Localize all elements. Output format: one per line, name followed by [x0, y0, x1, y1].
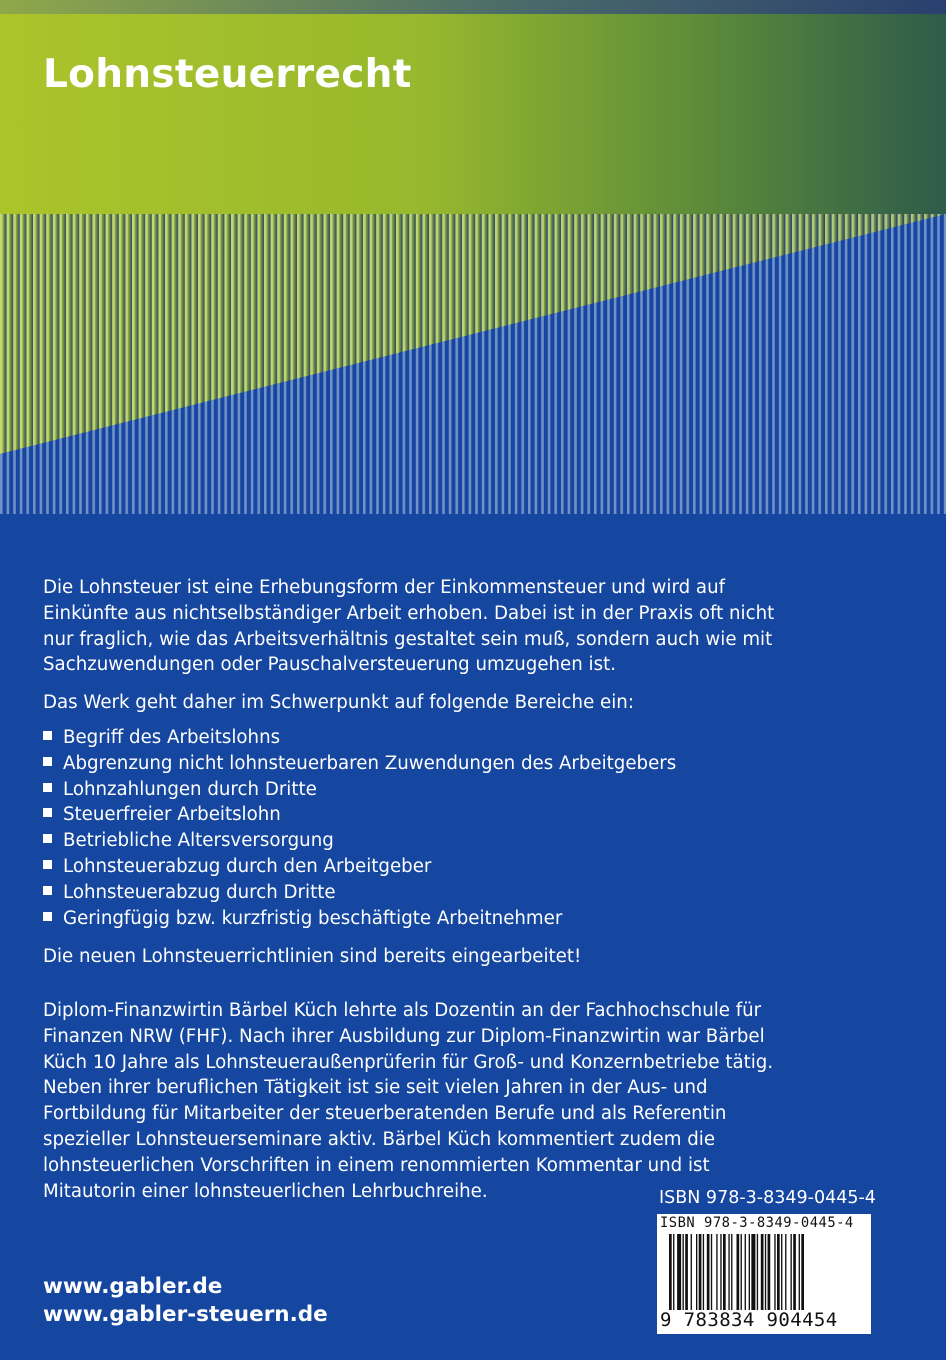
barcode-bar: [677, 1234, 681, 1310]
list-item: Lohnsteuerabzug durch Dritte: [43, 880, 803, 906]
barcode-bar: [723, 1234, 726, 1310]
barcode-bar: [768, 1234, 771, 1310]
barcode-bar: [785, 1234, 786, 1310]
website-link-gabler[interactable]: www.gabler.de: [43, 1274, 223, 1299]
barcode-digits: 9 783834 904454: [660, 1309, 838, 1331]
barcode-bar: [777, 1234, 780, 1310]
closing-note: Die neuen Lohnsteuerrichtlinien sind bereits eingearbeitet!: [43, 946, 582, 967]
intro-paragraph: Die Lohnsteuer ist eine Erhebungsform der Einkommensteuer und wird auf Einkünfte aus nichtselbständiger Arbeit erhoben. Dabei ist in der Praxis oft nicht nur fraglich, wie das Arbeitsverhältnis gestaltet sein muß, sondern auch wie mit Sachzuwendungen oder Pauschalversteuerung umzugehen ist.: [43, 577, 775, 676]
barcode-bar: [703, 1234, 704, 1310]
barcode-bar: [696, 1234, 697, 1310]
top-band: [0, 0, 946, 14]
barcode-bar: [728, 1234, 729, 1310]
topics-list: [43, 725, 803, 931]
book-title: Lohnsteuerrecht: [43, 52, 412, 97]
barcode-bar: [801, 1234, 804, 1310]
barcode-bar: [781, 1234, 782, 1310]
barcode-bar: [765, 1234, 766, 1310]
topics-lead: Das Werk geht daher im Schwerpunkt auf folgende Bereiche ein:: [43, 692, 634, 713]
list-item: Geringfügig bzw. kurzfristig beschäftigte Arbeitnehmer: [43, 906, 803, 932]
barcode-bar: [711, 1234, 712, 1310]
list-item: Steuerfreier Arbeitslohn: [43, 802, 803, 828]
list-item: Betriebliche Altersversorgung: [43, 828, 803, 854]
barcode-bar: [683, 1234, 684, 1310]
barcode-bar: [749, 1234, 750, 1310]
list-item: Abgrenzung nicht lohnsteuerbaren Zuwendungen des Arbeitgebers: [43, 751, 803, 777]
barcode-bars: [669, 1234, 859, 1310]
isbn-barcode: [657, 1214, 871, 1334]
barcode-bar: [699, 1234, 702, 1310]
barcode-bar: [737, 1234, 740, 1310]
barcode-isbn-text: ISBN 978-3-8349-0445-4: [660, 1215, 854, 1231]
author-bio: Diplom-Finanzwirtin Bärbel Küch lehrte als Dozentin an der Fachhochschule für Finanzen NRW (FHF). Nach ihrer Ausbildung zur Diplom-Finanzwirtin war Bärbel Küch 10 Jahre als Lohnsteueraußenprüferin für Groß- und Konzernbetriebe tätig. Neben ihrer beruflichen Tätigkeit ist sie seit vielen Jahren in der Aus- und Fortbildung für Mitarbeiter der steuerberatenden Berufe und als Referentin spezieller Lohnsteuerseminare aktiv. Bärbel Küch kommentiert zudem die lohnsteuerlichen Vorschriften in einem renommierten Kommentar und ist Mitautorin einer lohnsteuerlichen Lehrbuchreihe.: [43, 1000, 774, 1202]
barcode-bar: [685, 1234, 688, 1310]
list-item: Begriff des Arbeitslohns: [43, 725, 803, 751]
barcode-bar: [673, 1234, 674, 1310]
website-link-gabler-steuern[interactable]: www.gabler-steuern.de: [43, 1302, 328, 1327]
barcode-bar: [731, 1234, 732, 1310]
barcode-bar: [741, 1234, 742, 1310]
list-item: Lohnsteuerabzug durch den Arbeitgeber: [43, 854, 803, 880]
isbn-label: ISBN 978-3-8349-0445-4: [659, 1188, 876, 1208]
barcode-bar: [757, 1234, 758, 1310]
barcode-bar: [799, 1234, 800, 1310]
barcode-bar: [669, 1234, 672, 1310]
barcode-bar: [774, 1234, 775, 1310]
barcode-bar: [751, 1234, 755, 1310]
barcode-bar: [761, 1234, 764, 1310]
list-item: Lohnzahlungen durch Dritte: [43, 777, 803, 803]
barcode-bar: [707, 1234, 710, 1310]
barcode-bar: [745, 1234, 746, 1310]
barcode-bar: [716, 1234, 717, 1310]
website-links: [43, 1273, 328, 1329]
barcode-bar: [793, 1234, 796, 1310]
barcode-bar: [720, 1234, 721, 1310]
barcode-bar: [791, 1234, 792, 1310]
barcode-bar: [691, 1234, 692, 1310]
